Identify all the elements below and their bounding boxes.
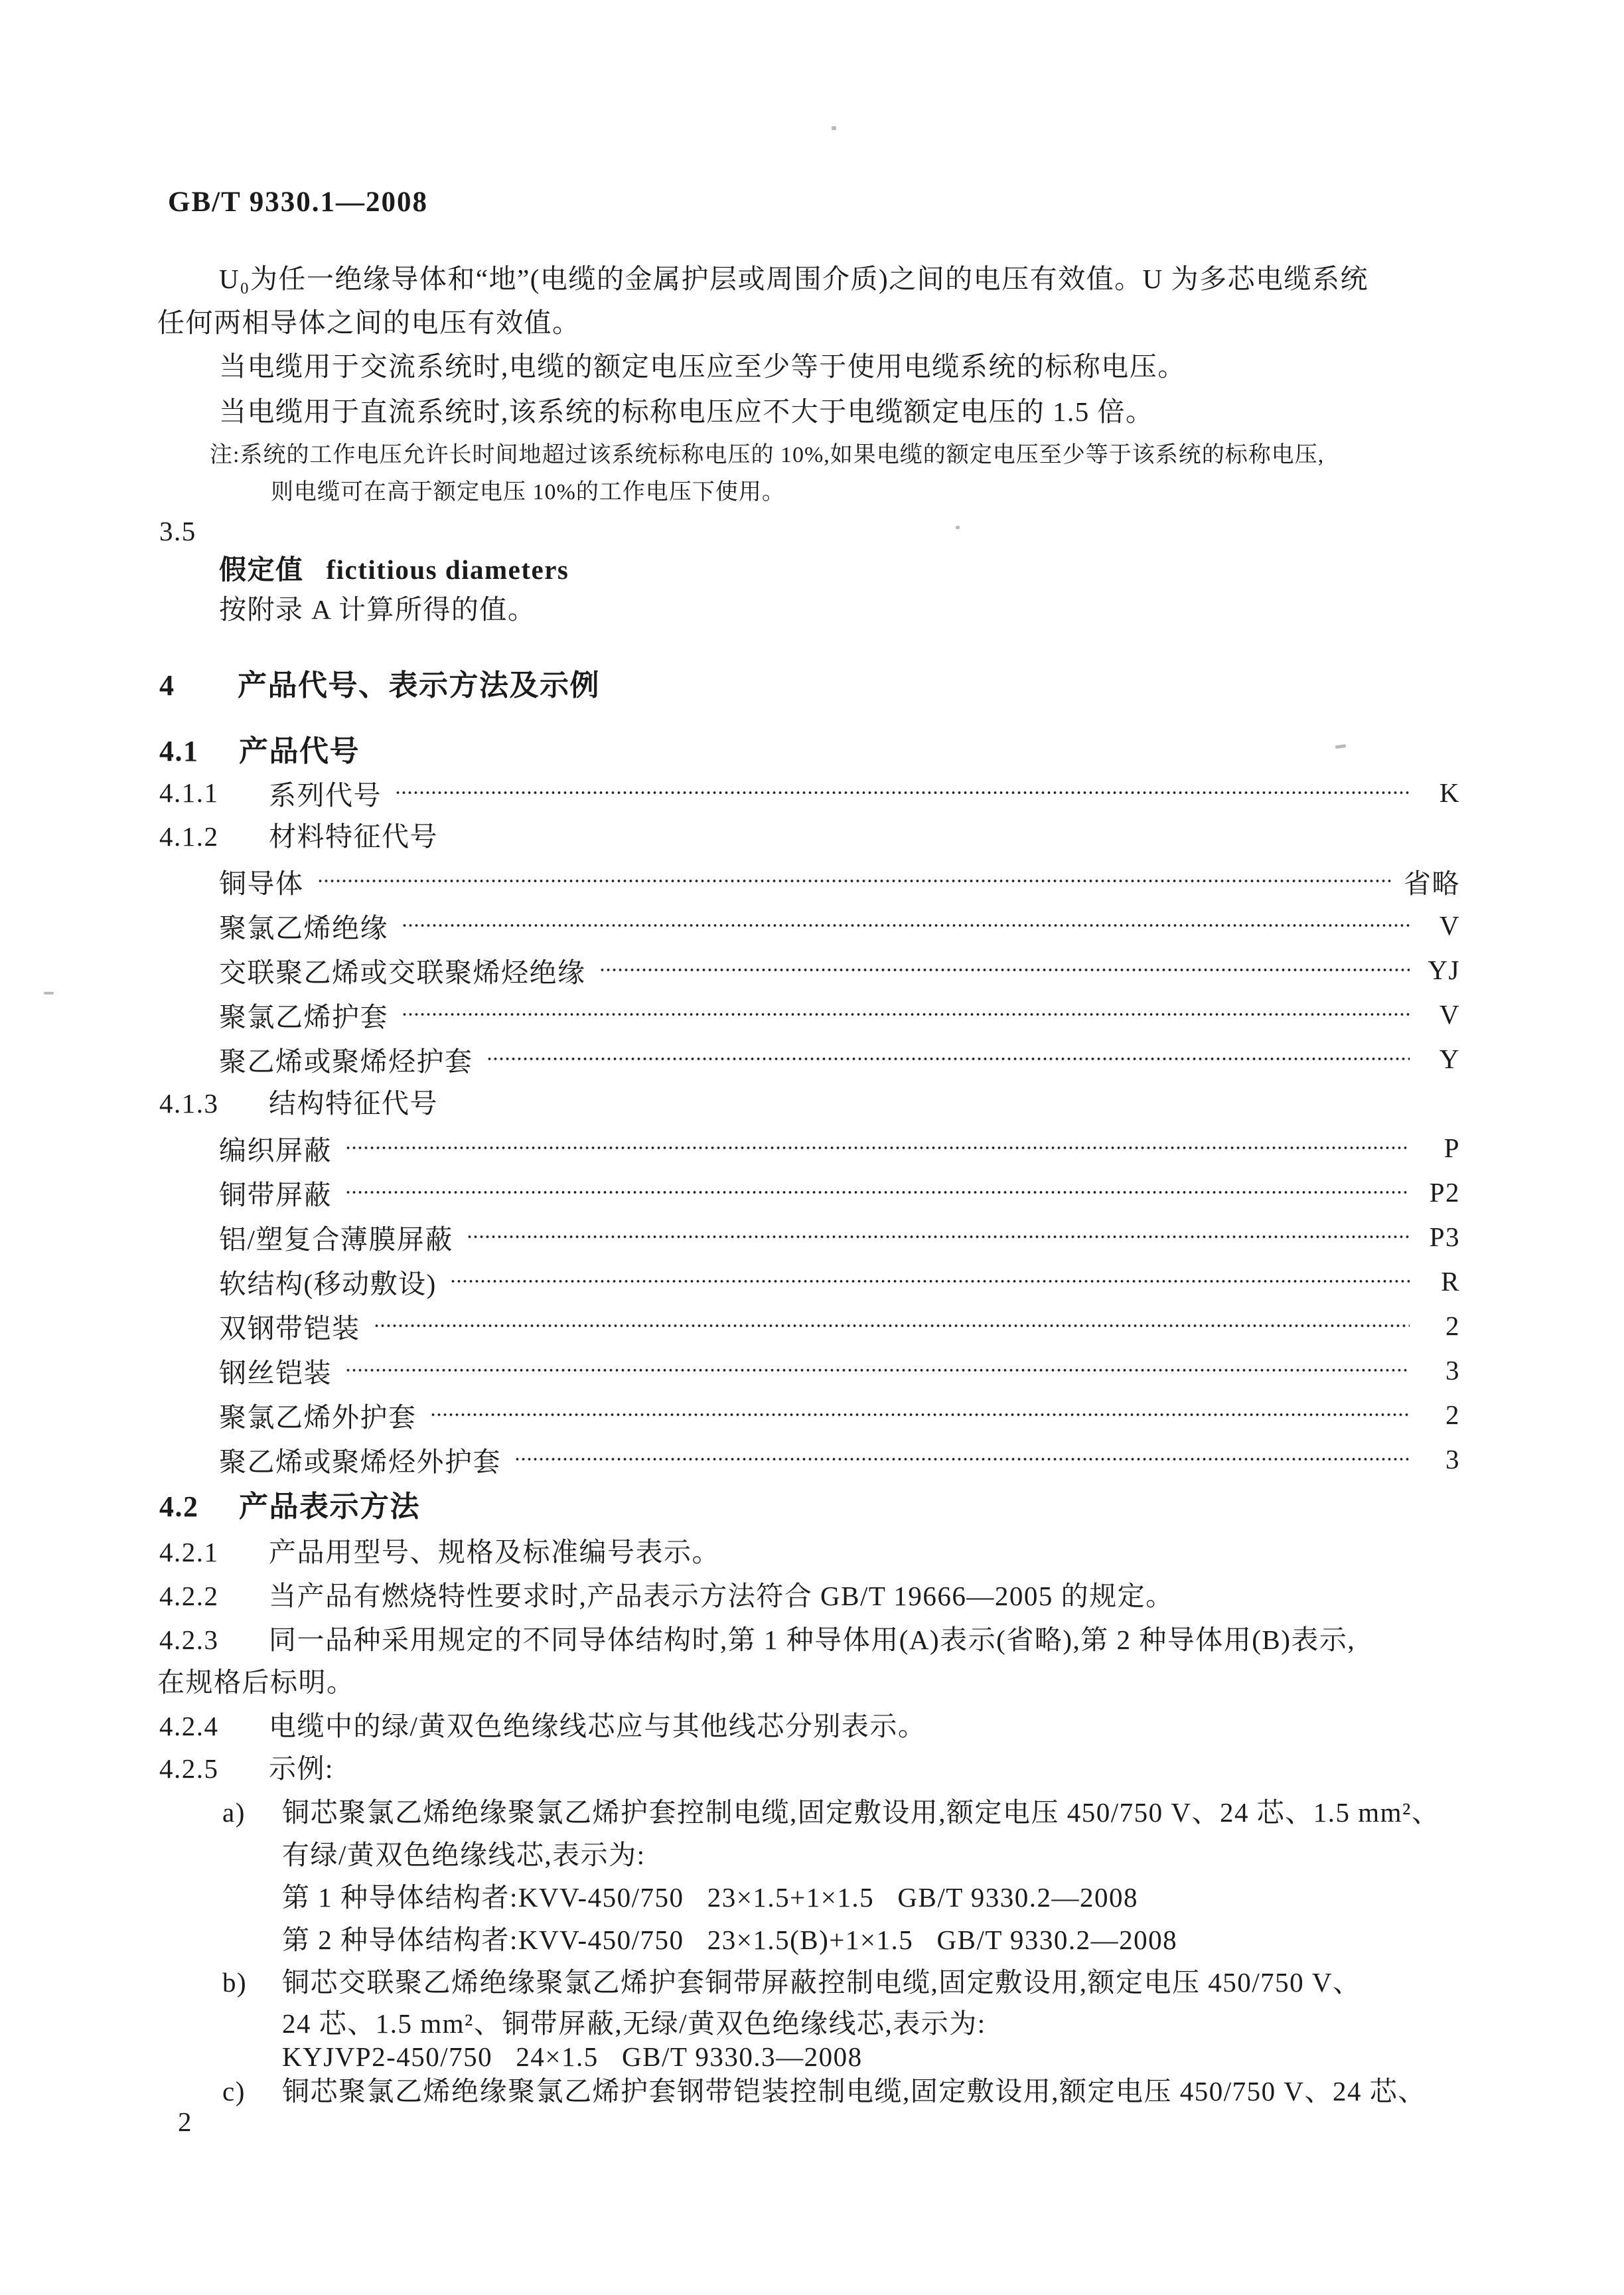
clause-4-2-2 [159, 1577, 1174, 1615]
example-label: b) [222, 1967, 248, 1998]
code-row-pe-sheath [219, 1040, 1460, 1078]
code-row-pe-outer-sheath [219, 1440, 1460, 1478]
dotted-leader [430, 1395, 1410, 1434]
clause-4-2-1 [159, 1533, 720, 1571]
code-row-double-steel-tape [219, 1306, 1460, 1345]
example-c-line1 [222, 2072, 1426, 2110]
section-4-1-3-number: 4.1.3 [159, 1088, 219, 1119]
section-4-1-number: 4.1 [159, 735, 199, 767]
example-text: 铜芯交联聚乙烯绝缘聚氯乙烯护套铜带屏蔽控制电缆,固定敷设用,额定电压 450/750 V、 [282, 1967, 1361, 1998]
example-label: c) [222, 2076, 246, 2106]
dotted-leader [317, 862, 1392, 900]
example-a-designation1: 第 1 种导体结构者:KVV-450/750 23×1.5+1×1.5 GB/T 9330.2—2008 [282, 1882, 1139, 1913]
dotted-leader [486, 1040, 1410, 1078]
row-code: 省略 [1404, 868, 1460, 899]
row-label: 铝/塑复合薄膜屏蔽 [219, 1224, 453, 1255]
row-label: 聚氯乙烯外护套 [219, 1401, 417, 1433]
code-row-copper-conductor [219, 862, 1460, 900]
section-4-1-2-heading [159, 817, 438, 856]
row-label: 钢丝铠装 [219, 1357, 332, 1388]
row-code: 3 [1445, 1355, 1460, 1385]
section-4-1-2-title: 材料特征代号 [269, 821, 438, 852]
section-4-2-heading [159, 1487, 420, 1527]
clause-text: 电缆中的绿/黄双色绝缘线芯应与其他线芯分别表示。 [269, 1711, 926, 1741]
example-b-designation: KYJVP2-450/750 24×1.5 GB/T 9330.3—2008 [282, 2041, 863, 2072]
row-label: 编织屏蔽 [219, 1135, 332, 1166]
dotted-leader [345, 1129, 1410, 1167]
dotted-leader [402, 906, 1410, 945]
section-4-1-3-title: 结构特征代号 [269, 1088, 438, 1119]
clause-text: 产品用型号、规格及标准编号表示。 [269, 1537, 720, 1567]
clause-text: 示例: [269, 1753, 334, 1784]
row-label: 聚乙烯或聚烯烃护套 [219, 1046, 473, 1077]
code-row-flexible-structure [219, 1262, 1460, 1301]
scan-artifact [1335, 744, 1347, 749]
paragraph-u0-line2: 任何两相导体之间的电压有效值。 [157, 307, 581, 338]
dotted-leader [374, 1306, 1410, 1345]
dotted-leader [345, 1351, 1410, 1389]
clause-number: 4.2.5 [159, 1753, 219, 1784]
row-label: 聚氯乙烯绝缘 [219, 912, 388, 943]
section-3-5-number: 3.5 [159, 516, 196, 546]
section-4-1-3-heading [159, 1084, 438, 1123]
clause-number: 4.2.3 [159, 1624, 219, 1655]
example-text: 铜芯聚氯乙烯绝缘聚氯乙烯护套控制电缆,固定敷设用,额定电压 450/750 V、24 芯、1.5 mm²、 [282, 1797, 1440, 1828]
note-line2: 则电缆可在高于额定电压 10%的工作电压下使用。 [271, 480, 785, 505]
code-row-al-film-screen [219, 1218, 1460, 1256]
row-label: 软结构(移动敷设) [219, 1268, 437, 1299]
term-definition: 按附录 A 计算所得的值。 [219, 594, 536, 625]
row-label: 聚氯乙烯护套 [219, 1001, 388, 1032]
dotted-leader [450, 1262, 1410, 1301]
dotted-leader [402, 995, 1410, 1034]
section-4-2-title: 产品表示方法 [239, 1490, 420, 1523]
code-row-pvc-sheath [219, 995, 1460, 1034]
clause-text: 当产品有燃烧特性要求时,产品表示方法符合 GB/T 19666—2005 的规定。 [269, 1581, 1174, 1611]
row-code: P3 [1429, 1222, 1460, 1252]
example-a-designation2: 第 2 种导体结构者:KVV-450/750 23×1.5(B)+1×1.5 GB/T 9330.2—2008 [282, 1925, 1178, 1955]
term-fictitious-diameters [219, 550, 569, 589]
example-a-line1 [222, 1793, 1439, 1832]
row-code: V [1439, 910, 1460, 941]
scan-artifact [44, 992, 54, 994]
row-code: K [1439, 777, 1460, 808]
code-row-copper-tape-screen [219, 1173, 1460, 1212]
dotted-leader [345, 1173, 1410, 1212]
example-label: a) [222, 1797, 246, 1828]
row-code: V [1439, 999, 1460, 1030]
dotted-leader [599, 951, 1410, 989]
section-4-heading [159, 666, 600, 706]
section-4-title: 产品代号、表示方法及示例 [238, 669, 600, 702]
row-code: R [1441, 1266, 1460, 1297]
example-text: 铜芯聚氯乙烯绝缘聚氯乙烯护套钢带铠装控制电缆,固定敷设用,额定电压 450/750 V、24 芯、 [282, 2076, 1426, 2106]
dotted-leader [514, 1440, 1410, 1478]
section-4-1-2-number: 4.1.2 [159, 821, 219, 852]
scan-artifact [832, 126, 836, 130]
clause-number: 4.2.1 [159, 1537, 219, 1567]
section-4-2-number: 4.2 [159, 1490, 199, 1523]
scan-artifact [956, 526, 960, 529]
row-code: 2 [1445, 1310, 1460, 1341]
paragraph-u0-line1: U₀为任一绝缘导体和“地”(电缆的金属护层或周围介质)之间的电压有效值。U 为多芯电缆系统 [219, 264, 1368, 294]
code-row-series [159, 773, 1460, 812]
dotted-leader [395, 773, 1410, 812]
clause-4-2-3-line1 [159, 1621, 1355, 1659]
row-label: 聚乙烯或聚烯烃外护套 [219, 1446, 501, 1477]
row-label: 双钢带铠装 [219, 1312, 360, 1344]
code-row-xlpe-insulation [219, 951, 1460, 989]
row-number: 4.1.1 [159, 777, 219, 808]
row-label: 交联聚乙烯或交联聚烯烃绝缘 [219, 957, 586, 988]
row-code: P [1443, 1133, 1460, 1163]
row-code: 2 [1445, 1399, 1460, 1430]
term-en: fictitious diameters [326, 554, 569, 585]
clause-4-2-3-line2: 在规格后标明。 [157, 1667, 355, 1698]
page-number: 2 [178, 2106, 192, 2137]
note-line1: 注:系统的工作电压允许长时间地超过该系统标称电压的 10%,如果电缆的额定电压至少等于该系统的标称电压, [210, 443, 1325, 467]
example-b-line1 [222, 1963, 1361, 2002]
example-a-line2: 有绿/黄双色绝缘线芯,表示为: [282, 1840, 646, 1870]
section-4-1-heading [159, 732, 360, 771]
code-row-braided-screen [219, 1129, 1460, 1167]
clause-text: 同一品种采用规定的不同导体结构时,第 1 种导体用(A)表示(省略),第 2 种导体用(B)表示, [269, 1624, 1356, 1655]
code-row-pvc-insulation [219, 906, 1460, 945]
term-zh: 假定值 [219, 554, 304, 585]
page-header: GB/T 9330.1—2008 [168, 187, 428, 218]
row-label: 铜带屏蔽 [219, 1179, 332, 1210]
clause-4-2-5 [159, 1749, 334, 1788]
row-code: YJ [1428, 955, 1460, 985]
example-b-line2: 24 芯、1.5 mm²、铜带屏蔽,无绿/黄双色绝缘线芯,表示为: [282, 2008, 986, 2039]
section-4-1-title: 产品代号 [239, 735, 360, 767]
dotted-leader [467, 1218, 1410, 1256]
paragraph-dc-system: 当电缆用于直流系统时,该系统的标称电压应不大于电缆额定电压的 1.5 倍。 [219, 396, 1154, 427]
row-code: Y [1439, 1044, 1460, 1074]
row-code: 3 [1445, 1444, 1460, 1474]
row-label: 系列代号 [269, 779, 382, 811]
section-4-number: 4 [159, 669, 175, 702]
clause-4-2-4 [159, 1707, 926, 1745]
row-label: 铜导体 [219, 868, 304, 899]
clause-number: 4.2.2 [159, 1581, 219, 1611]
row-code: P2 [1429, 1177, 1460, 1208]
clause-number: 4.2.4 [159, 1711, 219, 1741]
code-row-steel-wire-armour [219, 1351, 1460, 1389]
paragraph-ac-system: 当电缆用于交流系统时,电缆的额定电压应至少等于使用电缆系统的标称电压。 [219, 351, 1186, 382]
code-row-pvc-outer-sheath [219, 1395, 1460, 1434]
